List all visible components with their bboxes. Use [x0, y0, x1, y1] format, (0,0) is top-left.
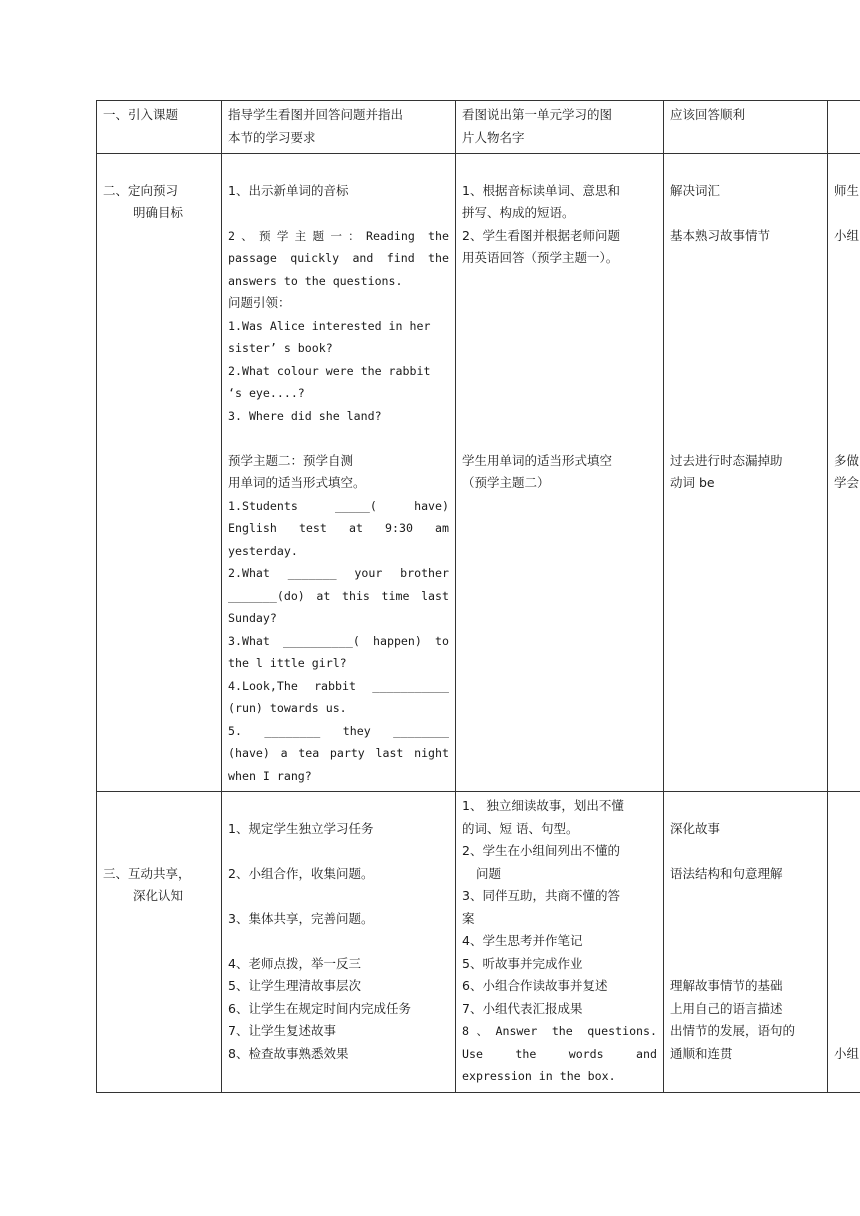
table-row [97, 154, 860, 792]
stage-label: 明确目标 [133, 205, 184, 220]
text-line: 动词 be [670, 475, 715, 490]
text-line: 1、出示新单词的音标 [228, 182, 349, 198]
text-line: 看图说出第一单元学习的图 [462, 107, 613, 122]
text-line: 应该回答顺利 [670, 107, 746, 122]
stage-cell [97, 792, 222, 1093]
text-line: 本节的学习要求 [228, 129, 316, 145]
text-line: 的词、短 语、句型。 [462, 820, 579, 836]
text-line: ‘s eye....? [228, 386, 305, 400]
text-line: 出情节的发展，语句的 [670, 1023, 796, 1038]
text-line: 多做 [834, 452, 860, 468]
text-line: 用单词的适当形式填空。 [228, 475, 366, 490]
text-line: 小组 [834, 1045, 860, 1061]
table-row [97, 792, 860, 1093]
goal-cell [664, 154, 828, 792]
extra-cell [828, 101, 860, 154]
text-line: 指导学生看图并回答问题并指出 [228, 107, 404, 122]
text-line: 8、Answer the questions. [462, 1024, 657, 1038]
text-line: 2.What colour were the rabbit [228, 363, 431, 378]
text-line: yesterday. [228, 543, 298, 558]
text-line: 用英语回答（预学主题一）。 [462, 250, 619, 265]
text-line: 6、让学生在规定时间内完成任务 [228, 1000, 411, 1016]
text-line: 2、学生看图并根据老师问题 [462, 227, 620, 243]
text-line: 8、检查故事熟悉效果 [228, 1045, 349, 1061]
text-line: 问题引领： [228, 295, 291, 310]
text-line: 深化故事 [670, 820, 721, 836]
text-line: English test at 9:30 am [228, 521, 449, 535]
text-line: 上用自己的语言描述 [670, 1000, 783, 1016]
stage-label: 二、定向预习 [103, 182, 179, 198]
text-line: 5、让学生理清故事层次 [228, 978, 361, 993]
lesson-plan-table [96, 100, 860, 1093]
text-line: Use the words and [462, 1046, 657, 1061]
extra-cell [828, 792, 860, 1093]
teacher-activity-cell [222, 154, 456, 792]
text-line: 4、老师点拨，举一反三 [228, 955, 361, 971]
text-line: 理解故事情节的基础 [670, 978, 783, 993]
text-line: 师生 [834, 182, 860, 198]
text-line: 1.Was Alice interested in her [228, 318, 431, 333]
teacher-activity-cell [222, 101, 456, 154]
text-line: 问题 [476, 865, 502, 881]
text-line: 1、根据音标读单词、意思和 [462, 182, 620, 198]
text-line: 4.Look,The rabbit ___________ [228, 678, 449, 693]
text-line: （预学主题二） [462, 475, 550, 490]
text-line: 解决词汇 [670, 182, 721, 198]
student-activity-cell [456, 101, 664, 154]
text-line: 3. Where did she land? [228, 408, 382, 423]
student-activity-cell [456, 154, 664, 792]
table-row [97, 101, 860, 154]
text-line: 7、让学生复述故事 [228, 1023, 336, 1038]
text-line: answers to the questions. [228, 273, 403, 288]
text-line: 语法结构和句意理解 [670, 865, 783, 881]
text-line: 1.Students _____( have) [228, 498, 449, 513]
teacher-activity-cell [222, 792, 456, 1093]
text-line: 基本熟习故事情节 [670, 227, 771, 243]
goal-cell [664, 792, 828, 1093]
text-line: 6、小组合作读故事并复述 [462, 978, 608, 993]
text-line: 预学主题二：预学自测 [228, 452, 354, 468]
text-line: when I rang? [228, 768, 312, 783]
student-activity-cell [456, 792, 664, 1093]
text-line: 7、小组代表汇报成果 [462, 1000, 583, 1016]
text-line: expression in the box. [462, 1069, 616, 1083]
text-line: 1、规定学生独立学习任务 [228, 820, 374, 836]
text-line: passage quickly and find the [228, 251, 449, 265]
text-line: Sunday? [228, 611, 277, 625]
stage-label: 一、引入课题 [103, 107, 179, 122]
text-line: the l ittle girl? [228, 656, 347, 670]
text-line: (have) a tea party last night [228, 746, 449, 760]
text-line: (run) towards us. [228, 701, 347, 715]
text-line: 1、 独立细读故事，划出不懂 [462, 798, 624, 813]
text-line: sister’ s book? [228, 341, 333, 355]
text-line: 学会 [834, 475, 860, 490]
text-line: 小组 [834, 227, 860, 243]
text-line: 学生用单词的适当形式填空 [462, 452, 613, 468]
text-line: 过去进行时态漏掉助 [670, 452, 783, 468]
stage-label: 三、互动共享， [103, 865, 191, 881]
text-line: 5. ________ they ________ [228, 723, 449, 738]
text-line: 案 [462, 910, 475, 926]
stage-label: 深化认知 [133, 888, 184, 903]
stage-cell [97, 154, 222, 792]
text-line: 2.What _______ your brother [228, 566, 449, 580]
text-line: 片人物名字 [462, 129, 525, 145]
text-line: 3.What __________( happen) to [228, 633, 449, 648]
text-line: 3、集体共享，完善问题。 [228, 910, 374, 926]
text-line: 3、同伴互助，共商不懂的答 [462, 888, 620, 903]
text-line: 2、预学主题一：Reading the [228, 228, 449, 243]
text-line: _______(do) at this time last [228, 588, 449, 603]
text-line: 2、学生在小组间列出不懂的 [462, 843, 620, 858]
text-line: 2、小组合作，收集问题。 [228, 865, 374, 881]
text-line: 通顺和连贯 [670, 1045, 733, 1061]
goal-cell [664, 101, 828, 154]
text-line: 4、学生思考并作笔记 [462, 933, 583, 948]
text-line: 5、听故事并完成作业 [462, 955, 583, 971]
text-line: 拼写、构成的短语。 [462, 205, 575, 220]
extra-cell [828, 154, 860, 792]
stage-cell [97, 101, 222, 154]
